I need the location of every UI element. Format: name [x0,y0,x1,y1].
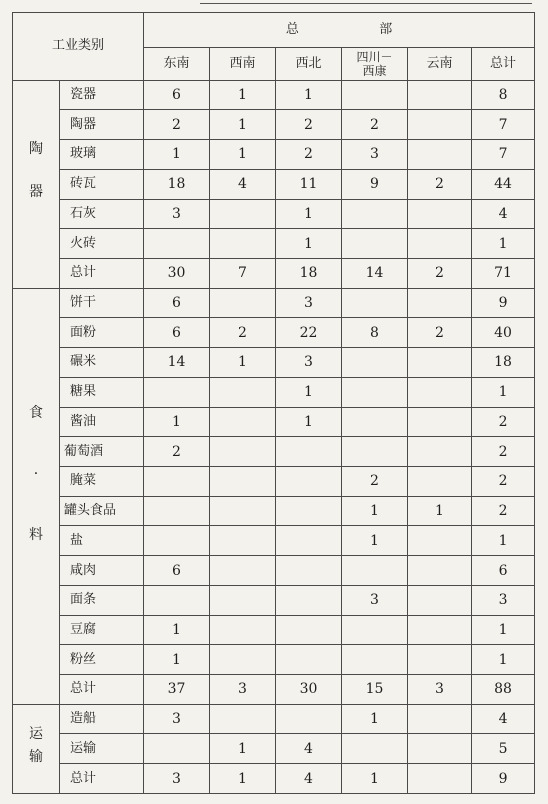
value-cell [210,615,276,645]
value-cell [144,526,210,556]
value-cell: 2 [472,407,535,437]
group-label-char: 陶 [29,141,43,158]
table-row [13,556,535,586]
value-cell: 3 [210,675,276,705]
value-cell: 7 [210,258,276,288]
value-cell [210,704,276,734]
table-row [13,288,535,318]
value-cell: 1 [472,526,535,556]
value-cell: 1 [276,229,342,259]
value-cell [144,496,210,526]
value-cell: 6 [472,556,535,586]
value-cell: 8 [472,80,535,110]
value-cell [342,734,408,764]
region-header: 西北 [276,47,342,80]
value-cell [408,288,472,318]
value-cell: 1 [210,348,276,378]
value-cell: 3 [342,140,408,170]
item-name: 总计 [60,764,144,794]
table-row [13,110,535,140]
value-cell: 3 [144,764,210,794]
value-cell: 18 [144,169,210,199]
value-cell [210,288,276,318]
item-name: 碾米 [60,348,144,378]
total-row [13,764,535,794]
value-cell: 1 [210,140,276,170]
value-cell: 1 [144,407,210,437]
value-cell: 9 [472,288,535,318]
value-cell [342,80,408,110]
value-cell [408,704,472,734]
item-name: 饼干 [60,288,144,318]
value-cell: 1 [342,526,408,556]
value-cell: 71 [472,258,535,288]
value-cell: 11 [276,169,342,199]
table-row [13,466,535,496]
value-cell: 4 [472,199,535,229]
value-cell [408,466,472,496]
item-name: 总计 [60,258,144,288]
value-cell [408,407,472,437]
table-row [13,80,535,110]
value-cell: 30 [144,258,210,288]
value-cell [276,645,342,675]
value-cell: 18 [276,258,342,288]
value-cell [408,140,472,170]
value-cell: 15 [342,675,408,705]
value-cell: 7 [472,110,535,140]
value-cell: 1 [276,377,342,407]
value-cell: 1 [342,704,408,734]
table-row [13,348,535,378]
value-cell [342,615,408,645]
value-cell: 6 [144,80,210,110]
value-cell: 40 [472,318,535,348]
value-cell: 9 [342,169,408,199]
value-cell [408,556,472,586]
value-cell [210,466,276,496]
group-label [13,704,60,793]
value-cell: 6 [144,556,210,586]
value-cell [144,466,210,496]
item-name: 豆腐 [60,615,144,645]
value-cell: 2 [408,318,472,348]
group-label-char: · [33,465,39,482]
value-cell [276,556,342,586]
value-cell [408,377,472,407]
value-cell: 3 [276,288,342,318]
value-cell [210,556,276,586]
total-row [13,675,535,705]
table-row [13,645,535,675]
table-row [13,615,535,645]
item-name: 糖果 [60,377,144,407]
value-cell [276,526,342,556]
value-cell [408,615,472,645]
value-cell [276,437,342,467]
value-cell: 4 [276,764,342,794]
value-cell: 4 [276,734,342,764]
value-cell: 30 [276,675,342,705]
value-cell: 1 [408,496,472,526]
group-header-char-1: 总 [285,21,299,37]
value-cell: 3 [472,585,535,615]
value-cell [408,645,472,675]
value-cell: 1 [276,80,342,110]
value-cell: 5 [472,734,535,764]
item-name: 酱油 [60,407,144,437]
value-cell: 1 [472,615,535,645]
value-cell [342,199,408,229]
value-cell: 8 [342,318,408,348]
value-cell [276,615,342,645]
value-cell: 2 [472,496,535,526]
value-cell: 14 [144,348,210,378]
value-cell [408,80,472,110]
value-cell [408,526,472,556]
table-row [13,407,535,437]
region-header: 四川－ 西康 [342,47,408,80]
value-cell [342,645,408,675]
table-row [13,526,535,556]
value-cell: 1 [342,764,408,794]
value-cell [408,110,472,140]
value-cell [144,377,210,407]
value-cell: 2 [276,110,342,140]
value-cell [408,585,472,615]
item-name: 玻璃 [60,140,144,170]
value-cell [342,437,408,467]
group-label-char: 运 [29,725,43,742]
item-name: 砖瓦 [60,169,144,199]
table-row [13,734,535,764]
value-cell: 9 [472,764,535,794]
group-header-char-2: 部 [379,21,393,37]
value-cell: 1 [144,140,210,170]
item-name: 粉丝 [60,645,144,675]
value-cell: 2 [144,110,210,140]
table-row [13,585,535,615]
group-label [13,288,60,704]
value-cell [342,407,408,437]
value-cell [408,734,472,764]
value-cell: 22 [276,318,342,348]
value-cell [342,556,408,586]
industry-region-table [12,12,535,794]
group-header [144,13,535,48]
value-cell [408,348,472,378]
value-cell [210,407,276,437]
value-cell: 18 [472,348,535,378]
value-cell [276,585,342,615]
table-row [13,140,535,170]
table-row [13,199,535,229]
value-cell [210,585,276,615]
value-cell [408,764,472,794]
value-cell [210,526,276,556]
header-row-top [13,13,535,48]
region-header: 东南 [144,47,210,80]
group-label [13,80,60,288]
value-cell [342,229,408,259]
table-row [13,318,535,348]
region-header: 西南 [210,47,276,80]
value-cell: 1 [210,80,276,110]
value-cell: 1 [144,615,210,645]
value-cell [210,645,276,675]
value-cell: 1 [472,377,535,407]
value-cell: 3 [408,675,472,705]
item-name: 咸肉 [60,556,144,586]
value-cell: 2 [342,110,408,140]
value-cell: 44 [472,169,535,199]
value-cell [210,229,276,259]
value-cell [342,288,408,318]
group-label-char: 输 [29,748,43,765]
item-name: 盐 [60,526,144,556]
item-name: 葡萄酒 [60,437,144,467]
table-row [13,437,535,467]
value-cell: 1 [276,199,342,229]
value-cell [144,585,210,615]
value-cell [408,229,472,259]
value-cell: 88 [472,675,535,705]
item-name: 石灰 [60,199,144,229]
table-row [13,229,535,259]
value-cell: 1 [472,645,535,675]
value-cell [408,437,472,467]
total-row [13,258,535,288]
item-name: 面粉 [60,318,144,348]
item-name: 陶器 [60,110,144,140]
value-cell: 2 [408,169,472,199]
category-header: 工业类别 [13,13,144,81]
value-cell [144,229,210,259]
value-cell: 1 [210,110,276,140]
value-cell: 6 [144,318,210,348]
value-cell: 7 [472,140,535,170]
value-cell: 1 [210,734,276,764]
top-rule [200,3,532,4]
statistics-table-sheet [12,12,534,794]
value-cell: 2 [342,466,408,496]
region-header: 云南 [408,47,472,80]
item-name: 运输 [60,734,144,764]
value-cell [276,704,342,734]
value-cell: 37 [144,675,210,705]
value-cell [144,734,210,764]
value-cell [210,199,276,229]
value-cell: 3 [144,199,210,229]
value-cell: 2 [472,466,535,496]
item-name: 瓷器 [60,80,144,110]
table-body [13,13,535,794]
value-cell: 1 [144,645,210,675]
value-cell [408,199,472,229]
item-name: 总计 [60,675,144,705]
region-header: 总计 [472,47,535,80]
value-cell: 1 [210,764,276,794]
group-label-char: 食 [29,404,43,421]
value-cell: 1 [276,407,342,437]
item-name: 面条 [60,585,144,615]
value-cell: 4 [472,704,535,734]
value-cell: 14 [342,258,408,288]
value-cell [276,496,342,526]
value-cell: 2 [210,318,276,348]
table-row [13,496,535,526]
value-cell: 1 [342,496,408,526]
value-cell: 3 [276,348,342,378]
item-name: 造船 [60,704,144,734]
value-cell: 6 [144,288,210,318]
value-cell: 2 [144,437,210,467]
value-cell: 2 [408,258,472,288]
value-cell: 3 [342,585,408,615]
value-cell: 4 [210,169,276,199]
group-label-char: 器 [29,184,43,201]
value-cell [210,377,276,407]
value-cell [342,377,408,407]
table-row [13,704,535,734]
item-name: 罐头食品 [60,496,144,526]
value-cell [342,348,408,378]
value-cell: 1 [472,229,535,259]
value-cell: 2 [276,140,342,170]
item-name: 腌菜 [60,466,144,496]
value-cell: 3 [144,704,210,734]
value-cell [276,466,342,496]
item-name: 火砖 [60,229,144,259]
value-cell [210,496,276,526]
group-label-char: 料 [29,526,43,543]
value-cell [210,437,276,467]
value-cell: 2 [472,437,535,467]
table-row [13,169,535,199]
table-row [13,377,535,407]
